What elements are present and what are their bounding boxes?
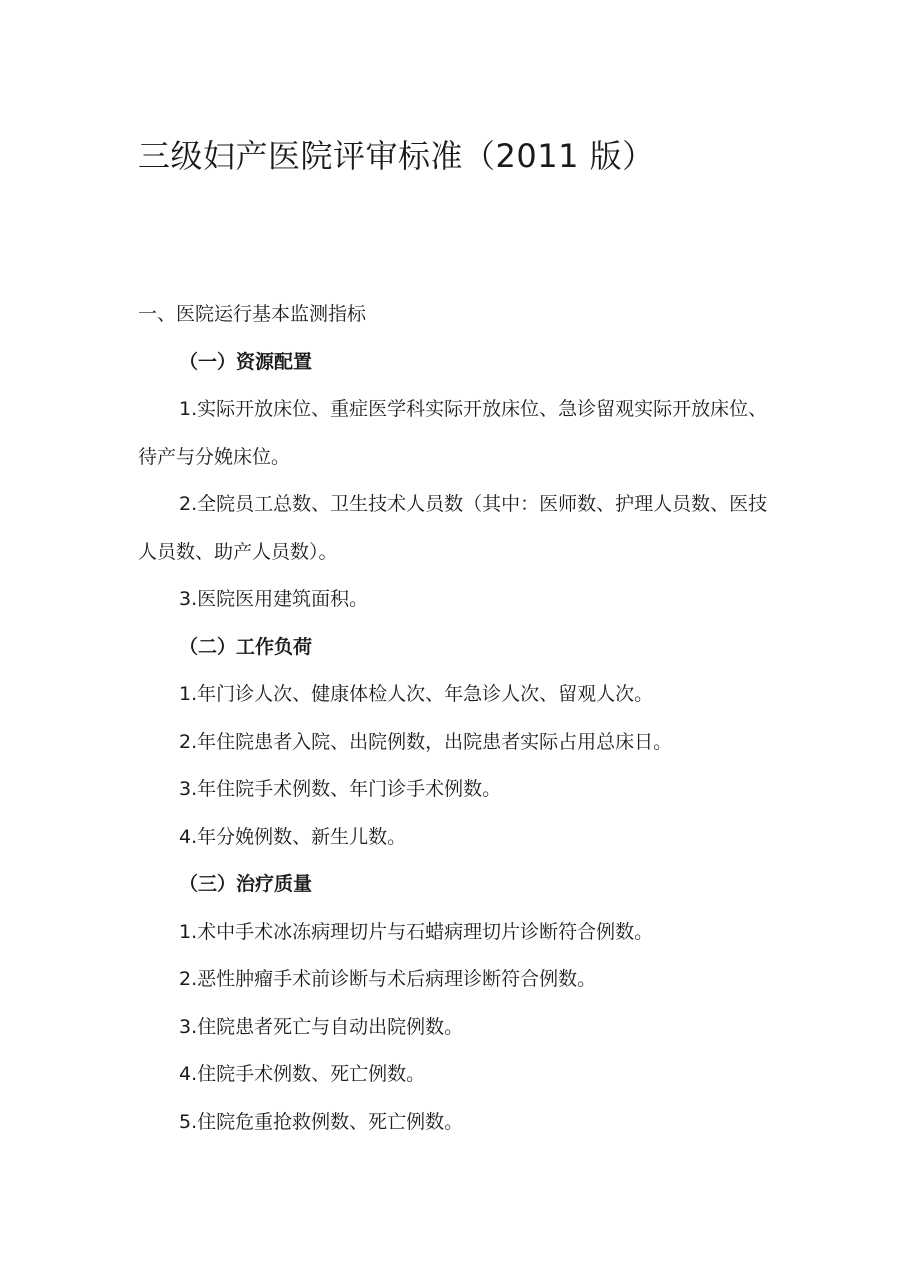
list-item: 1.实际开放床位、重症医学科实际开放床位、急诊留观实际开放床位、待产与分娩床位。	[138, 398, 768, 468]
list-item: 3.年住院手术例数、年门诊手术例数。	[179, 778, 502, 800]
document-title: 三级妇产医院评审标准（2011 版）	[138, 137, 655, 175]
subsection-heading-treatment-quality: （三）治疗质量	[179, 873, 313, 895]
subsection-heading-workload: （二）工作负荷	[179, 635, 313, 658]
section-heading: 一、医院运行基本监测指标	[138, 303, 367, 325]
list-item: 1.年门诊人次、健康体检人次、年急诊人次、留观人次。	[179, 683, 654, 705]
list-item: 3.住院患者死亡与自动出院例数。	[179, 1015, 464, 1038]
list-item: 2.全院员工总数、卫生技术人员数（其中：医师数、护理人员数、医技人员数、助产人员数）。	[138, 493, 768, 563]
subsection-heading-resources: （一）资源配置	[179, 350, 313, 373]
list-item: 1.术中手术冰冻病理切片与石蜡病理切片诊断符合例数。	[179, 920, 654, 943]
list-item: 5.住院危重抢救例数、死亡例数。	[179, 1110, 464, 1133]
list-item: 2.恶性肿瘤手术前诊断与术后病理诊断符合例数。	[179, 968, 597, 990]
document-body	[138, 291, 778, 1146]
list-item: 2.年住院患者入院、出院例数，出院患者实际占用总床日。	[179, 730, 673, 753]
list-item: 4.住院手术例数、死亡例数。	[179, 1063, 426, 1085]
list-item: 3.医院医用建筑面积。	[179, 588, 369, 610]
list-item: 4.年分娩例数、新生儿数。	[179, 825, 407, 848]
